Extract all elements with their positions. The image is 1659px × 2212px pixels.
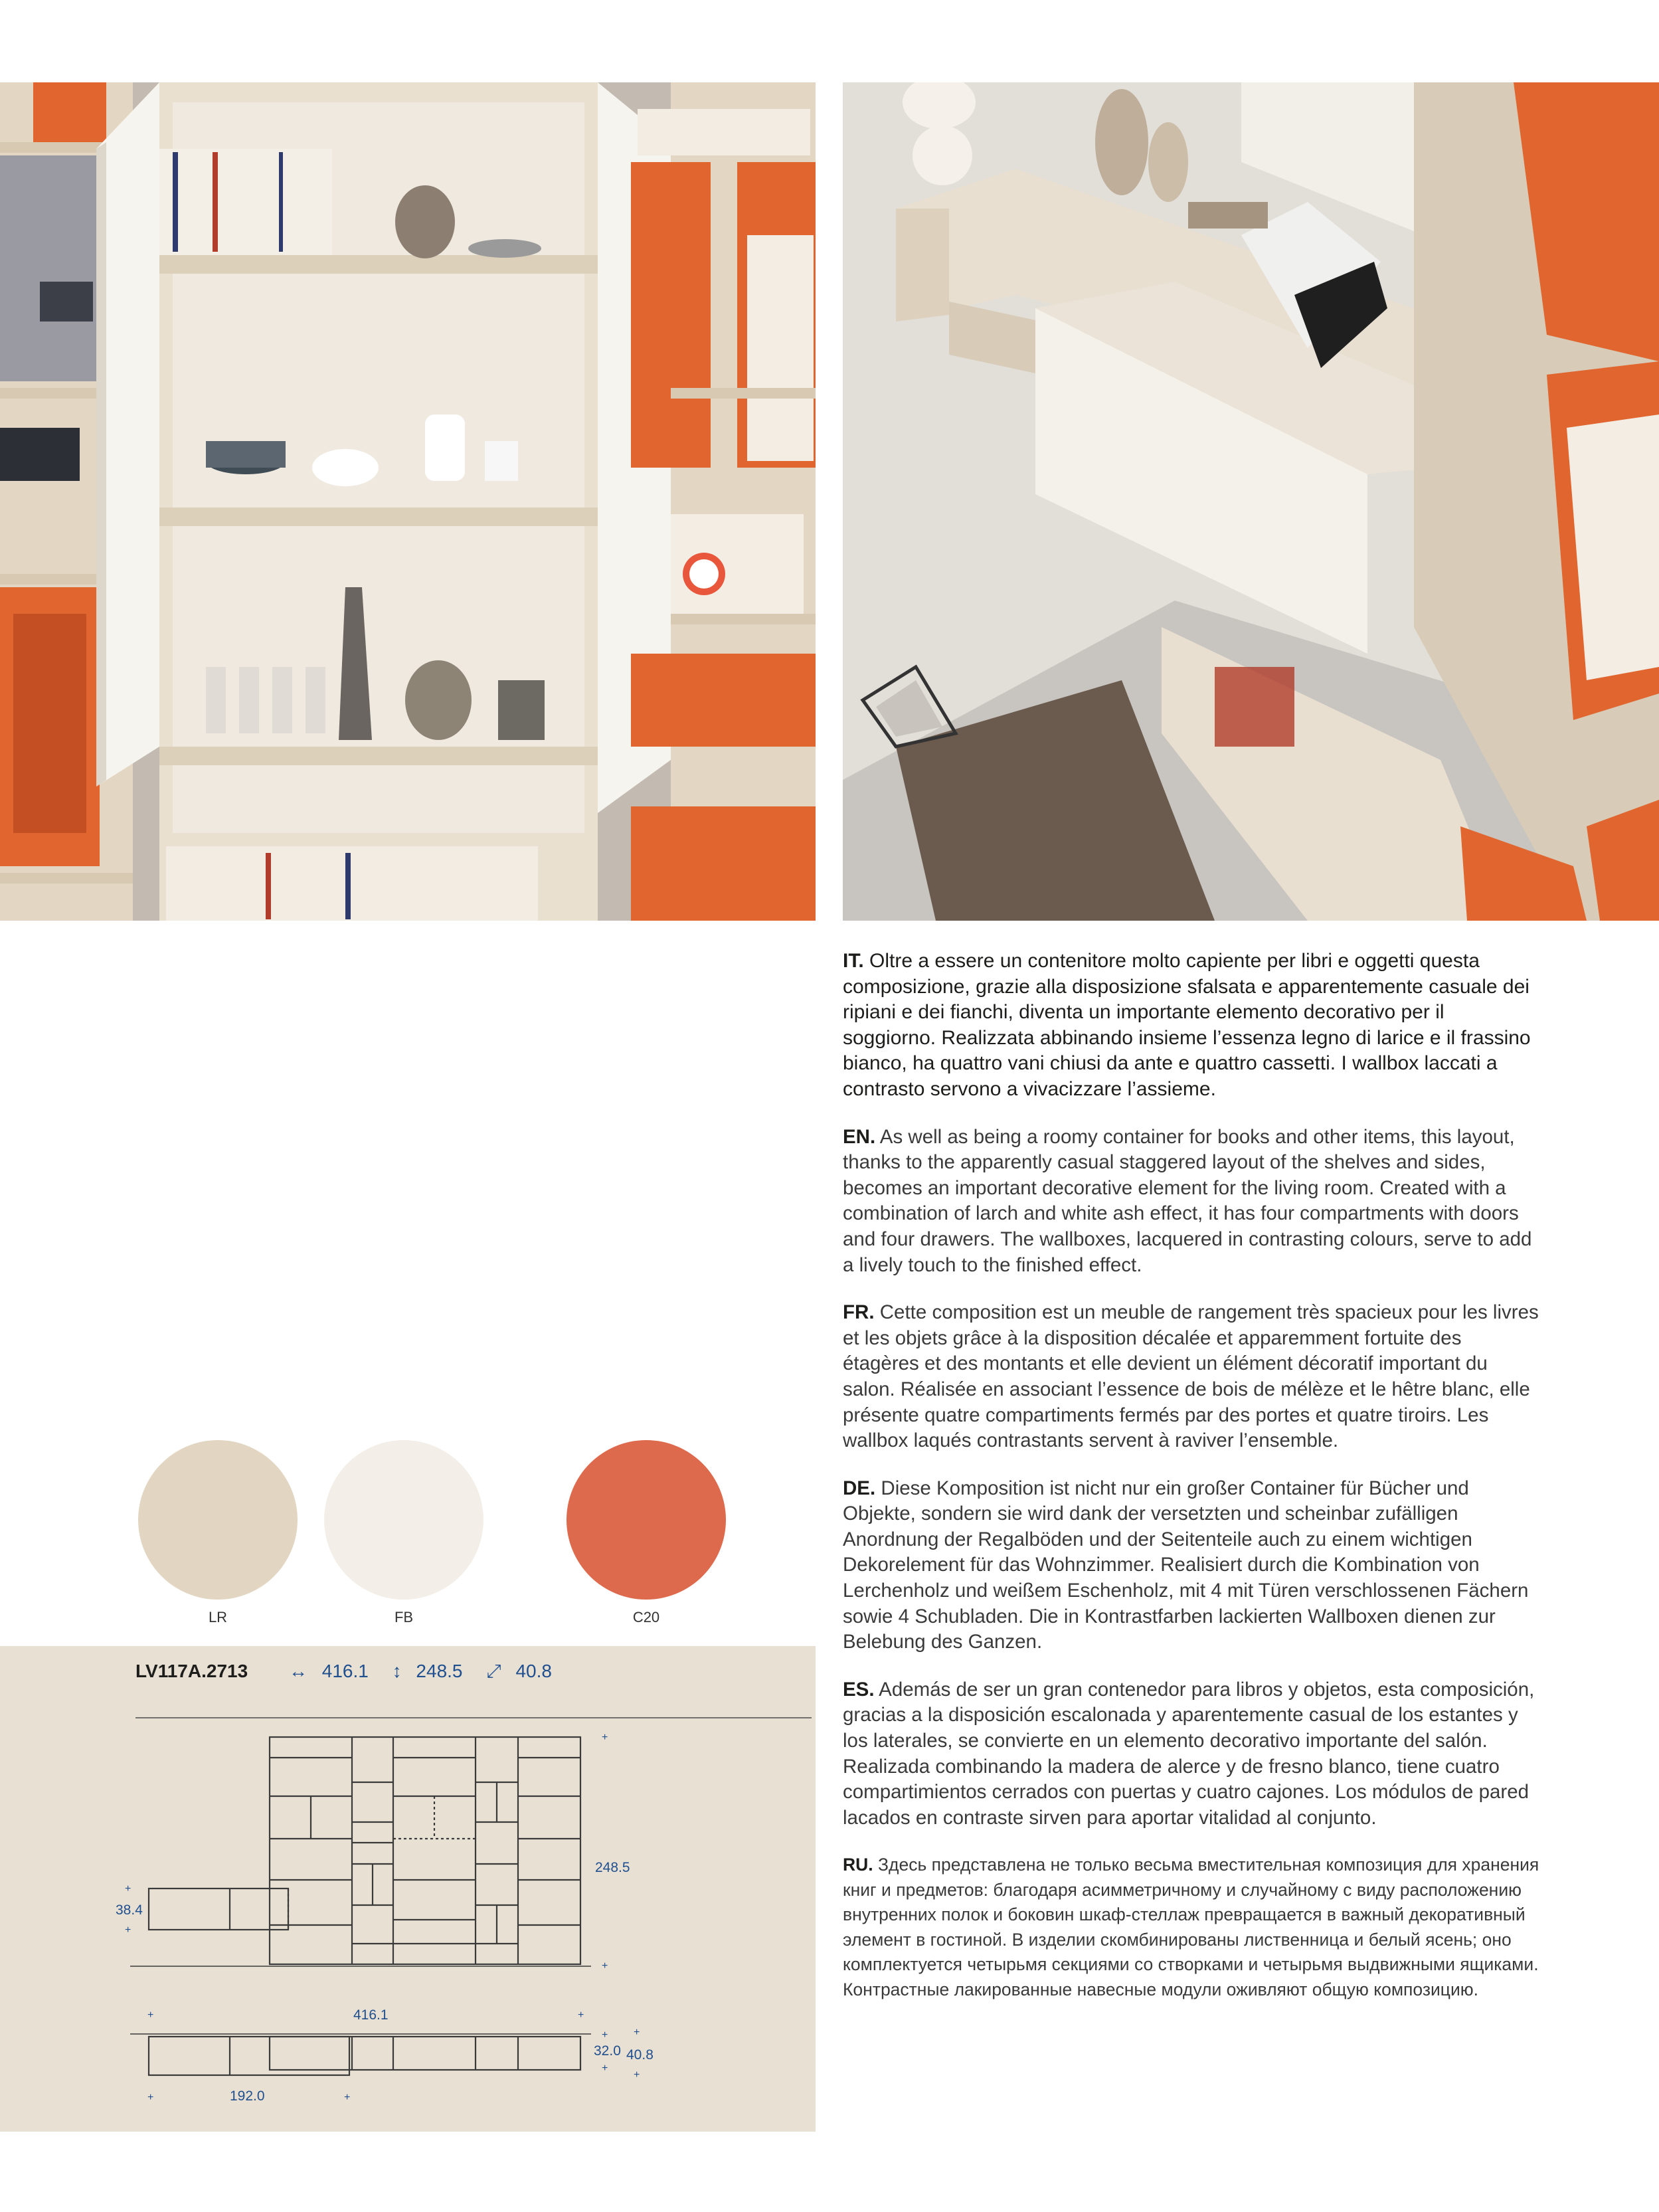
wall-unit-photo-right <box>843 82 1659 921</box>
swatch-label-lr: LR <box>208 1609 228 1625</box>
svg-text:+: + <box>602 1960 608 1972</box>
swatch-label-c20: C20 <box>632 1609 660 1625</box>
lang-code-en: EN. <box>843 1125 876 1148</box>
height-dimension <box>393 1661 472 1681</box>
technical-drawing-panel <box>0 1646 816 2132</box>
swatch-lr <box>138 1440 298 1600</box>
width-value: 416.1 <box>321 1661 369 1681</box>
depth-arrow-icon: ⤢ <box>486 1661 501 1681</box>
svg-text:+: + <box>344 2092 351 2103</box>
svg-text:+: + <box>602 2063 608 2074</box>
text-en: As well as being a roomy container for books and other items, this layout, thanks to the apparently casual staggered layout of the shelves and sides, becomes an important decorative element for the living room. Created with a combination of larch and white ash effect, it has four compartments with doors and four drawers. The wallboxes, lacquered in contrasting colours, serve to add a lively touch to the finished effect. <box>843 1125 1532 1276</box>
paragraph-fr <box>843 1300 1540 1454</box>
depth-value: 40.8 <box>515 1661 552 1681</box>
overall-dimensions <box>289 1661 570 1683</box>
swatch-fb <box>324 1440 483 1600</box>
text-de: Diese Komposition ist nicht nur ein großer Container für Bücher und Objekte, sondern sie wird dank der versetzten und scheinbar zufälligen Anordnung der Regalböden und der Seitenteile auch zu einem wichtigen Dekorelement für das Wohnzimmer. Realisiert durch die Kombination von Lerchenholz und weißem Eschenholz, mit 4 mit Türen verschlossenen Fächern sowie 4 Schubladen. Die in Kontrastfarben lackierten Wallboxen dienen zur Belebung des Ganzen. <box>843 1477 1529 1653</box>
paragraph-it <box>843 949 1540 1103</box>
svg-text:+: + <box>634 2027 640 2038</box>
lang-code-it: IT. <box>843 950 864 972</box>
composition-code: LV117A.2713 <box>135 1661 248 1681</box>
text-fr: Cette composition est un meuble de rangement très spacieux pour les livres et les objets grâce à la disposition décalée et apparemment fortuite des étagères et des montants et elle devient un élément décoratif important du salon. Réalisée en associant l’essence de bois de mélèze et le hêtre blanc, elle présente quatre compartiments fermés par des portes et quatre tiroirs. Les wallbox laqués contrastants servent à raviver l’ensemble. <box>843 1301 1539 1452</box>
height-value: 248.5 <box>416 1661 463 1681</box>
dim-height-label: 248.5 <box>595 1860 630 1875</box>
lang-code-de: DE. <box>843 1477 876 1499</box>
lang-code-fr: FR. <box>843 1301 875 1324</box>
text-it: Oltre a essere un contenitore molto capiente per libri e oggetti questa composizione, grazie alla disposizione sfalsata e apparentemente casuale dei ripiani e dei fianchi, diventa un importante elemento decorativo per il soggiorno. Realizzata abbinando insieme l’essenza legno di larice e il frassino bianco, ha quattro vani chiusi da ante e quattro cassetti. I wallbox laccati a contrasto servono a vivacizzare l’assieme. <box>843 950 1531 1100</box>
height-arrow-icon: ↕ <box>392 1661 402 1681</box>
lang-code-ru: RU. <box>843 1855 873 1875</box>
svg-text:+: + <box>147 2092 154 2103</box>
svg-text:+: + <box>634 2069 640 2080</box>
svg-text:+: + <box>578 2009 584 2021</box>
dim-total-width-label: 416.1 <box>353 2007 389 2023</box>
dim-wallbox-width-label: 192.0 <box>230 2088 265 2104</box>
swatch-c20 <box>567 1440 726 1600</box>
dim-depth-main-label: 32.0 <box>594 2043 621 2059</box>
dim-wallbox-height-label: 38.4 <box>116 1902 143 1918</box>
swatch-label-fb: FB <box>394 1609 414 1625</box>
paragraph-es <box>843 1677 1540 1831</box>
depth-dimension <box>486 1661 561 1681</box>
svg-text:+: + <box>125 1883 131 1894</box>
paragraph-de <box>843 1476 1540 1655</box>
width-dimension <box>289 1661 378 1681</box>
svg-text:+: + <box>125 1924 131 1936</box>
dim-depth-total-label: 40.8 <box>626 2047 654 2063</box>
description-column <box>843 949 1540 2024</box>
lang-code-es: ES. <box>843 1678 875 1701</box>
svg-text:+: + <box>602 2029 608 2041</box>
svg-text:+: + <box>602 1732 608 1743</box>
paragraph-ru <box>843 1853 1540 2002</box>
technical-drawing <box>0 1646 816 2132</box>
svg-text:+: + <box>147 2009 154 2021</box>
paragraph-en <box>843 1125 1540 1279</box>
text-ru: Здесь представлена не только весьма вместительная композиция для хранения книг и предметов: благодаря асимметричному и случайному с виду расположению внутренних полок и боковин шкаф-стеллаж превращается в важный декоративный элемент в гостиной. В изделии скомбинированы лиственница и белый ясень; оно комплектуется четырьмя секциями со створками и четырьмя выдвижными ящиками. Контрастные лакированные навесные модули оживляют общую композицию. <box>843 1855 1539 1999</box>
text-es: Además de ser un gran contenedor para libros y objetos, esta composición, gracias a la disposición escalonada y aparentemente casual de los estantes y los laterales, se convierte en un elemento decorativo importante del salón. Realizada combinando la madera de alerce y de fresno blanco, tiene cuatro compartimientos cerrados con puertas y cuatro cajones. Los módulos de pared lacados en contraste sirven para aportar vitalidad al conjunto. <box>843 1678 1535 1829</box>
width-arrow-icon: ↔ <box>289 1661 307 1681</box>
bookcase-photo-left <box>0 82 816 921</box>
